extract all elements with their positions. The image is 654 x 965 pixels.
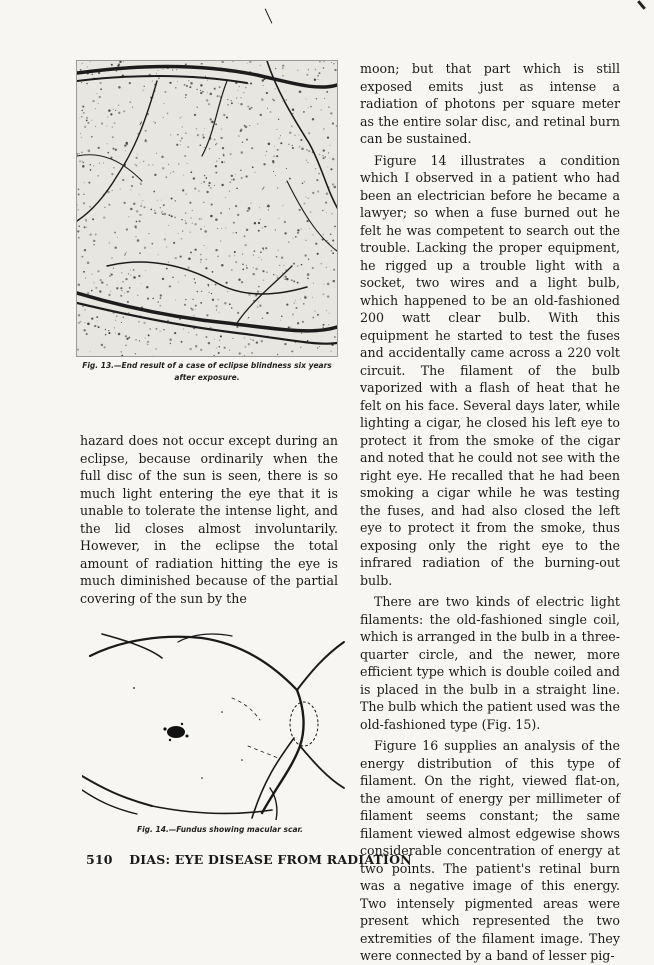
figure-13-fundus-photo (76, 60, 338, 357)
right-paragraph-4: Figure 16 supplies an analysis of the energy distribution of this type of filament. On the right, viewed flat-on, the amount of energy per millimeter of filament seems constant; the same filament viewed almost edgewise shows considerable concentration of energy at two points. The patient's retinal burn was a negative image of this energy. Two intensely pigmented areas were present which represented the two extremities of the filament image. They were connected by a band of lesser pig- (360, 738, 620, 963)
left-text-column (80, 432, 338, 607)
figure-14-fundus-drawing (82, 628, 352, 820)
right-text-column (360, 60, 620, 965)
figure-14-caption: Fig. 14.—Fundus showing macular scar. (136, 825, 303, 834)
page-number: 510 (86, 852, 113, 867)
page-footer (86, 852, 412, 867)
figure-13-caption: Fig. 13.—End result of a case of eclipse blindness six years after exposure. (82, 361, 332, 382)
fundus-photo-image (77, 61, 337, 356)
fundus-drawing-image (82, 628, 352, 820)
scan-mark-corner (637, 0, 646, 10)
right-paragraph-3: There are two kinds of electric light filaments: the old-fashioned single coil, which is arranged in the bulb in a three-quarter circle, and the newer, more efficient type which is double coiled and is placed in the bulb in a straight line. The bulb which the patient used was the old-fashioned type (Fig. 15). (360, 594, 620, 732)
running-head: DIAS: EYE DISEASE FROM RADIATION (129, 852, 412, 867)
scan-mark (265, 9, 273, 24)
left-paragraph-1: hazard does not occur except during an eclipse, because ordinarily when the full disc of the sun is seen, there is so much light entering the eye that it is unable to tolerate the intense light, and the lid closes almost involuntarily. However, in the eclipse the total amount of radiation hitting the eye is much diminished because of the partial covering of the sun by the (80, 433, 338, 606)
right-paragraph-1: moon; but that part which is still exposed emits just as intense a radiation of photons per square meter as the entire solar disc, and retinal burn can be sustained. (360, 61, 620, 146)
right-paragraph-2: Figure 14 illustrates a condition which I observed in a patient who had been an electrician before he became a lawyer; so when a fuse burned out he felt he was competent to search out the trouble. Lacking the proper equipment, he rigged up a trouble light with a socket, two wires and a light bulb, which happened to be an old-fashioned 200 watt clear bulb. With this equipment he started to test the fuses and accidentally came across a 220 volt circuit. The filament of the bulb vaporized with a flash of heat that he felt on his face. Several days later, while lighting a cigar, he closed his left eye to protect it from the smoke of the cigar and noted that he could not see with the right eye. He recalled that he had been smoking a cigar while he was testing the fuses, and had also closed the left eye to protect it from the smoke, thus exposing only the right eye to the infrared radiation of the burning-out bulb. (360, 152, 620, 588)
